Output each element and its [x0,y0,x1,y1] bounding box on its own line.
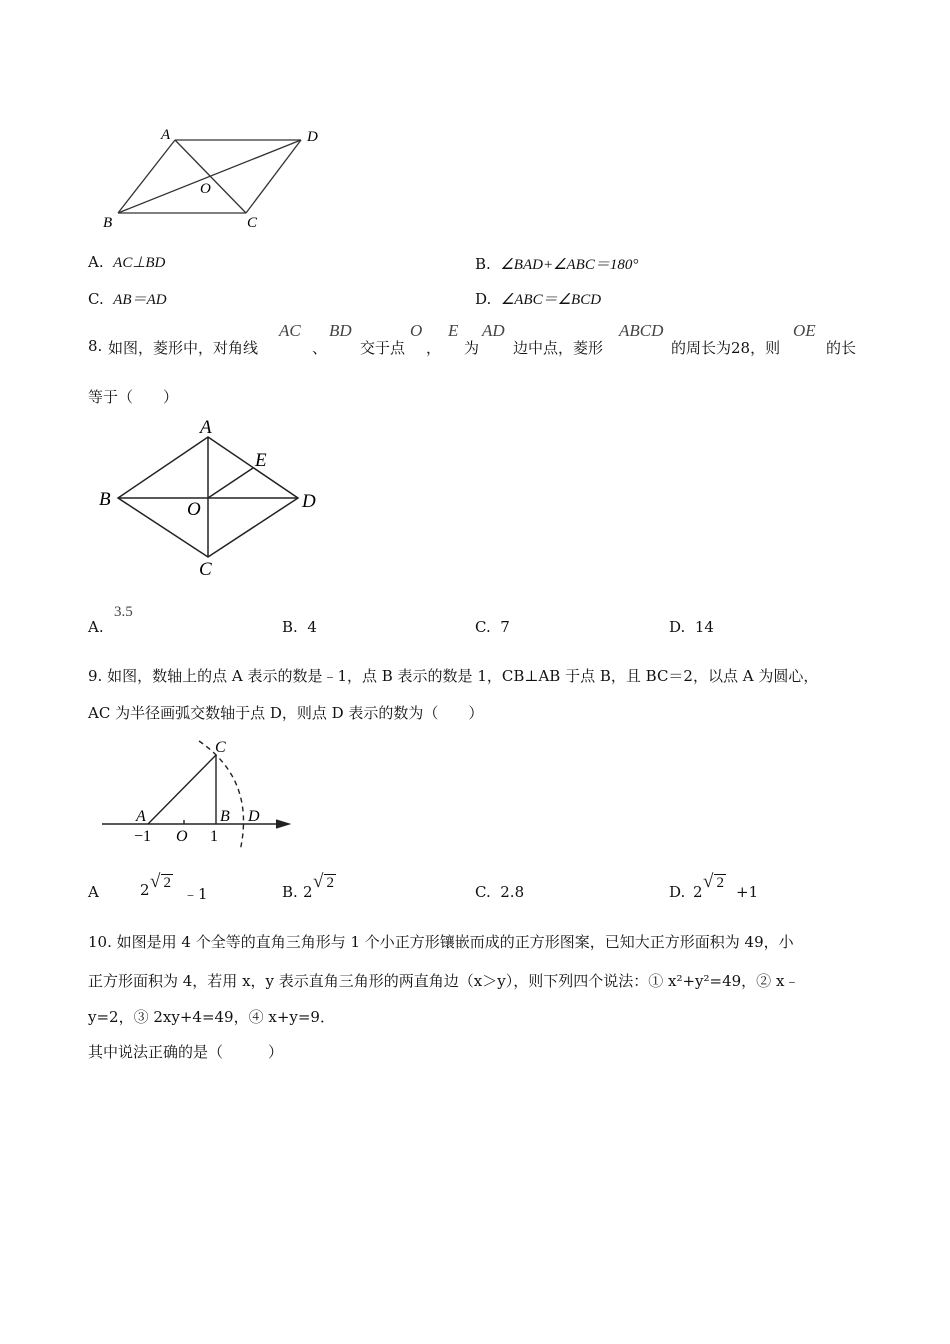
q9-stem-line2: AC 为半径画弧交数轴于点 D，则点 D 表示的数为（ ） [88,704,484,722]
q10-stem-line2: 正方形面积为 4，若用 x，y 表示直角三角形的两直角边（x＞y），则下列四个说法：① x²+y²=49，② x﹣ [88,972,800,990]
q10-stem-line1: 10. 如图是用 4 个全等的直角三角形与 1 个小正方形镶嵌而成的正方形图案，已知大正方形面积为 49，小 [88,933,794,951]
option-suffix: +1 [736,883,759,901]
q8-option-b [282,618,317,636]
option-label: D. [669,618,686,636]
q8-option-d [669,618,714,636]
q9-option-d [669,871,759,901]
vertex-e: E [255,450,267,471]
q7-option-b [475,253,638,274]
q7-option-c [88,288,167,309]
option-radicand: 2 [716,875,724,891]
option-radical: √ 2 [703,871,724,892]
option-value: 4 [307,618,317,636]
q10-stem-line4: 其中说法正确的是（ ） [88,1043,284,1061]
q8-var-o: O [410,321,423,340]
option-label: D. [669,883,686,901]
q8-var-e: E [448,321,459,340]
option-label: D. [475,290,492,308]
q8-option-a [88,604,133,636]
vertex-c: C [247,215,258,231]
q8-rhombus-figure [92,415,332,580]
q7-parallelogram-figure [95,120,335,235]
q8-number: 8. [88,337,103,355]
vertex-a: A [200,417,212,438]
vertex-b: B [103,215,113,231]
q8-text-8: 的长 [826,339,857,357]
option-value: 7 [500,618,510,636]
vertex-b: B [99,489,111,510]
option-suffix: ﹣1 [183,885,208,903]
q9-option-b [282,871,334,901]
q8-option-c [475,618,510,636]
option-coefficient: 2 [140,881,150,899]
point-c: C [215,739,226,756]
q8-var-abcd: ABCD [619,321,664,340]
option-radicand: 2 [326,875,334,891]
option-radical: √ 2 [313,871,334,892]
tick-one: 1 [210,828,218,845]
point-d: D [248,808,260,825]
option-radical: √ 2 [150,871,171,892]
option-text: AB＝AD [113,292,167,308]
option-label: C. [475,618,491,636]
q8-text-2: 、 [312,339,328,357]
q7-option-d [475,288,601,309]
option-text: AC⊥BD [113,255,166,271]
option-label: A [88,883,99,901]
option-value: 2.8 [500,883,525,901]
option-value: 3.5 [114,604,133,620]
q9-option-c [475,883,524,901]
q9-stem-line1: 9. 如图，数轴上的点 A 表示的数是﹣1，点 B 表示的数是 1，CB⊥AB 于点 B，且 BC＝2，以点 A 为圆心， [88,667,819,685]
option-text: ∠ABC＝∠BCD [500,292,602,308]
q8-text-6: 边中点，菱形 [513,339,604,357]
option-text: ∠BAD+∠ABC＝180° [500,257,639,273]
q8-var-oe: OE [793,321,816,340]
q8-text-5: 为 [464,339,480,357]
vertex-d: D [307,129,318,145]
option-label: B. [475,255,491,273]
vertex-a: A [161,127,171,143]
q8-var-bd: BD [329,321,352,340]
q9-option-a [88,871,208,903]
option-value: 14 [694,618,714,636]
q8-text-3: 交于点 [360,339,406,357]
option-label: C. [475,883,491,901]
option-label: A. [88,253,104,271]
center-o: O [200,181,211,197]
option-coefficient: 2 [303,883,313,901]
q8-stem-line1 [88,321,868,361]
q8-text-7: 的周长为28，则 [671,339,781,357]
vertex-c: C [199,559,212,580]
option-radicand: 2 [163,875,171,891]
q8-stem-line2: 等于（ ） [88,388,179,406]
q8-text-4: ， [426,339,442,357]
q8-text-1: 如图，菱形中，对角线 [108,339,259,357]
option-label: A. [88,618,104,636]
tick-neg1: −1 [134,828,152,845]
point-a: A [136,808,146,825]
point-b: B [220,808,230,825]
q10-stem-line3: y=2，③ 2xy+4=49，④ x+y=9． [88,1008,335,1026]
q8-var-ad: AD [482,321,505,340]
option-label: B. [282,883,298,901]
center-o: O [187,499,201,520]
option-label: B. [282,618,298,636]
option-coefficient: 2 [693,883,703,901]
q8-var-ac: AC [279,321,301,340]
vertex-d: D [302,491,316,512]
q9-number-line-figure [96,735,301,855]
origin-o: O [176,828,188,845]
q7-option-a [88,253,165,272]
option-label: C. [88,290,104,308]
